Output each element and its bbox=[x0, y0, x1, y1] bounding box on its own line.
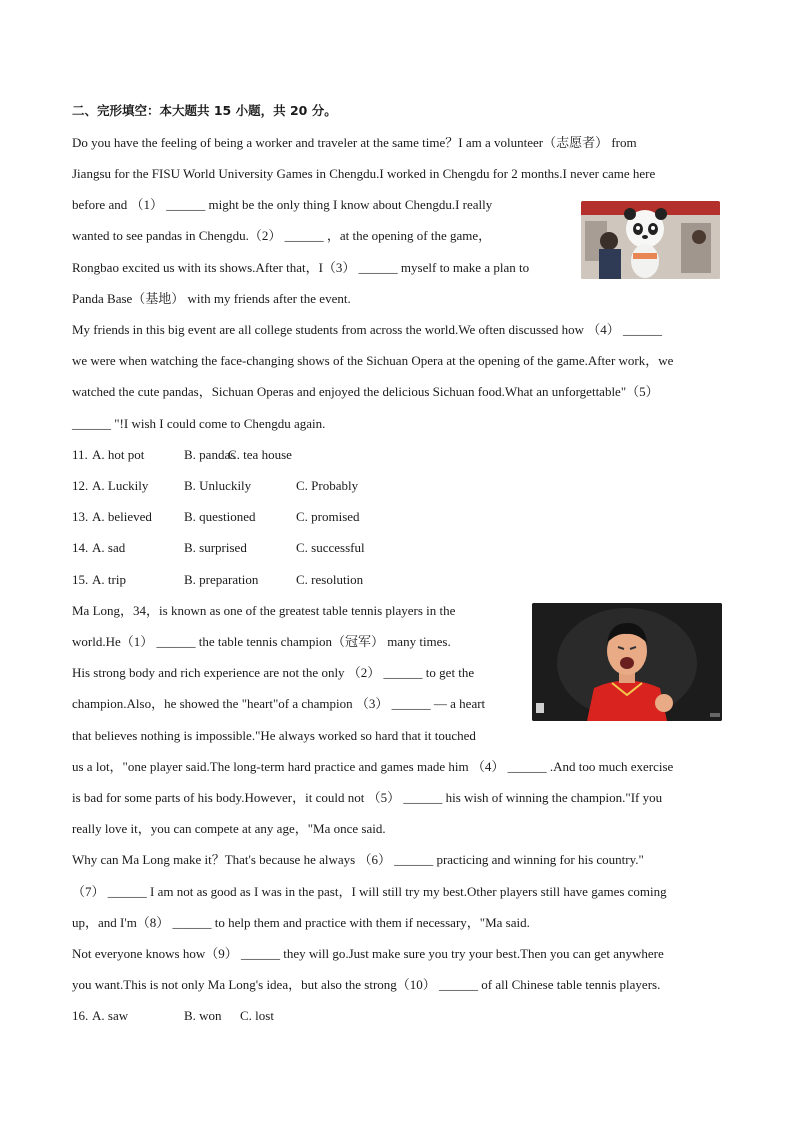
passage-line: Not everyone knows how（9） ______ they will go.Just make sure you try your best.Then you can get anywhere bbox=[72, 946, 664, 961]
passage-line: Panda Base（基地） with my friends after the event. bbox=[72, 291, 351, 306]
passage-line: Jiangsu for the FISU World University Games in Chengdu.I worked in Chengdu for 2 months.I never came here bbox=[72, 166, 656, 181]
panda-mascot-photo bbox=[581, 201, 720, 279]
question-number: 14. bbox=[72, 540, 89, 555]
option-b[interactable]: B. Unluckily bbox=[184, 478, 252, 493]
option-c[interactable]: C. resolution bbox=[296, 572, 364, 587]
option-c[interactable]: C. Probably bbox=[296, 478, 359, 493]
passage-line: Why can Ma Long make it？That's because he always （6） ______ practicing and winning for his country." bbox=[72, 852, 644, 867]
option-c[interactable]: C. tea house bbox=[228, 447, 292, 462]
option-c[interactable]: C. successful bbox=[296, 540, 365, 555]
passage-line: up，and I'm（8） ______ to help them and practice with them if necessary，"Ma said. bbox=[72, 915, 530, 930]
passage-line: world.He（1） ______ the table tennis champion（冠军） many times. bbox=[72, 634, 451, 649]
option-a[interactable]: A. saw bbox=[92, 1008, 129, 1023]
table-tennis-player-photo bbox=[532, 603, 722, 721]
passage-line: before and （1） ______ might be the only thing I know about Chengdu.I really bbox=[72, 197, 493, 212]
option-a[interactable]: A. hot pot bbox=[92, 447, 145, 462]
passage-line: Do you have the feeling of being a worker and traveler at the same time？I am a volunteer（志愿者） from bbox=[72, 135, 637, 150]
passage-line: My friends in this big event are all college students from across the world.We often discussed how （4） ______ bbox=[72, 322, 662, 337]
option-c[interactable]: C. lost bbox=[240, 1008, 274, 1023]
option-a[interactable]: A. trip bbox=[92, 572, 126, 587]
passage-line: champion.Also，he showed the "heart"of a champion （3） ______ — a heart bbox=[72, 696, 486, 711]
question-number: 16. bbox=[72, 1008, 89, 1023]
passage-line: that believes nothing is impossible."He always worked so hard that it touched bbox=[72, 728, 476, 743]
passage-line: really love it，you can compete at any age，"Ma once said. bbox=[72, 821, 386, 836]
section-heading: 二、完形填空：本大题共 15 小题，共 20 分。 bbox=[72, 103, 337, 118]
passage-line: wanted to see pandas in Chengdu.（2） ______ ，at the opening of the game， bbox=[72, 228, 492, 243]
table-tennis-player-image bbox=[532, 603, 722, 721]
option-b[interactable]: B. preparation bbox=[184, 572, 259, 587]
panda-mascot-image bbox=[581, 201, 720, 279]
option-a[interactable]: A. believed bbox=[92, 509, 152, 524]
passage-line: you want.This is not only Ma Long's idea，but also the strong（10） ______ of all Chinese table tennis players. bbox=[72, 977, 661, 992]
passage-line: we were when watching the face-changing shows of the Sichuan Opera at the opening of the game.After work，we bbox=[72, 353, 674, 368]
passage-line: His strong body and rich experience are not the only （2） ______ to get the bbox=[72, 665, 475, 680]
question-number: 12. bbox=[72, 478, 89, 493]
passage-line: ______ "!I wish I could come to Chengdu again. bbox=[72, 416, 326, 431]
passage-line: is bad for some parts of his body.However，it could not （5） ______ his wish of winning the champion."If you bbox=[72, 790, 663, 805]
option-a[interactable]: A. Luckily bbox=[92, 478, 149, 493]
option-b[interactable]: B. questioned bbox=[184, 509, 256, 524]
passage-line: us a lot，"one player said.The long-term hard practice and games made him （4） ______ .And too much exercise bbox=[72, 759, 674, 774]
passage-line: （7） ______ I am not as good as I was in the past，I will still try my best.Other players still have games coming bbox=[72, 884, 667, 899]
passage-line: Ma Long，34，is known as one of the greatest table tennis players in the bbox=[72, 603, 456, 618]
question-number: 15. bbox=[72, 572, 89, 587]
option-a[interactable]: A. sad bbox=[92, 540, 126, 555]
passage-line: watched the cute pandas，Sichuan Operas and enjoyed the delicious Sichuan food.What an unforgettable"（5） bbox=[72, 384, 659, 399]
option-b[interactable]: B. pandas bbox=[184, 447, 236, 462]
passage-line: Rongbao excited us with its shows.After that，I（3） ______ myself to make a plan to bbox=[72, 260, 530, 275]
question-number: 13. bbox=[72, 509, 89, 524]
option-b[interactable]: B. surprised bbox=[184, 540, 247, 555]
option-b[interactable]: B. won bbox=[184, 1008, 222, 1023]
option-c[interactable]: C. promised bbox=[296, 509, 360, 524]
question-number: 11. bbox=[72, 447, 88, 462]
